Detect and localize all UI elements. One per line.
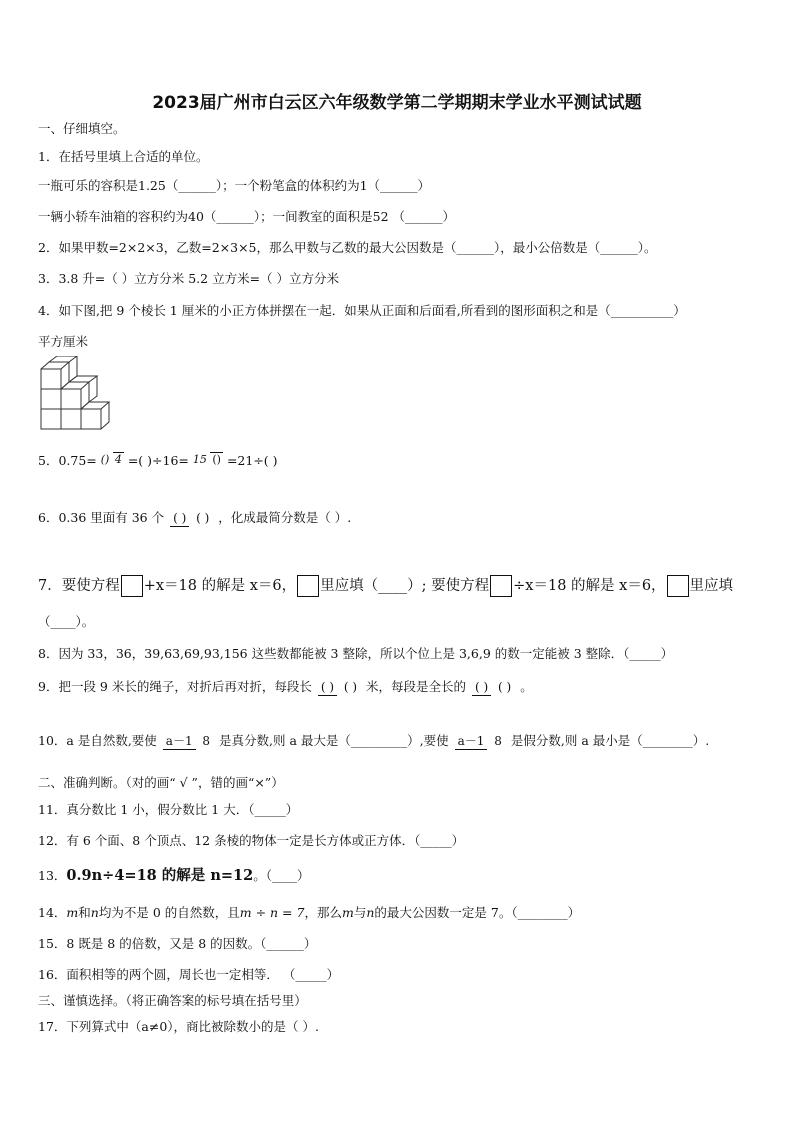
q7-blank-box-3 (490, 575, 512, 597)
q9-fraction-2 (472, 680, 514, 696)
q9-frac1-denominator: ( ) (343, 679, 358, 694)
q7-part-5: 里应填 (689, 578, 734, 594)
question-10 (38, 733, 709, 750)
q9-prefix: 9．把一段 9 米长的绳子，对折后再对折，每段长 (38, 679, 312, 694)
q7-part-2: +x＝18 的解是 x＝6， (143, 578, 297, 594)
question-6 (38, 510, 351, 527)
q5-frac2-mid: () (212, 453, 221, 466)
question-9 (38, 679, 533, 696)
q13-equation: 0.9n÷4=18 的解是 n=12 (66, 867, 254, 884)
question-7 (38, 575, 733, 597)
q5-part3: =21÷( ) (226, 453, 278, 468)
question-14 (38, 905, 580, 921)
question-7-continued: （____）。 (38, 614, 95, 629)
question-13 (38, 868, 309, 884)
q7-blank-box-1 (121, 575, 143, 597)
q13-suffix: 。（____） (253, 868, 310, 883)
section-2-heading: 二、准确判断。（对的画“ √ ”，错的画“×”） (38, 775, 284, 790)
section-3-heading: 三、谨慎选择。（将正确答案的标号填在括号里） (38, 993, 307, 1008)
q14-var-n-2: n (366, 905, 375, 920)
q14-part-5: 与 (353, 905, 367, 920)
q10-frac1-numerator: a－1 (163, 734, 196, 750)
question-4: 4．如下图,把 9 个棱长 1 厘米的小正方体拼摆在一起．如果从正面和后面看,所看到的图形面积之和是（__________） (38, 303, 686, 318)
q5-prefix: 5．0.75= (38, 453, 97, 468)
q7-blank-box-2 (297, 575, 319, 597)
q10-prefix: 10．a 是自然数,要使 (38, 733, 157, 748)
question-8: 8．因为 33，36，39,63,69,93,156 这些数都能被 3 整除，所以个位上是 3,6,9 的数一定能被 3 整除．（_____） (38, 646, 674, 661)
q6-fraction (170, 511, 212, 527)
q5-frac1-mid: 4 (114, 453, 122, 466)
q14-part-3: 均为不是 0 的自然数，且 (98, 905, 240, 920)
q5-frac1-top: () (100, 453, 110, 466)
q10-middle-2: 是假分数,则 a 最小是（________）. (510, 733, 710, 748)
q6-suffix: ，化成最简分数是（ ）. (218, 510, 352, 525)
q6-prefix: 6．0.36 里面有 36 个 (38, 510, 165, 525)
q7-blank-box-4 (667, 575, 689, 597)
q14-var-m: m (66, 905, 79, 920)
q7-part-1: 7．要使方程 (38, 578, 120, 594)
q10-middle-1: 是真分数,则 a 最大是（_________）,要使 (219, 733, 449, 748)
q14-part-4: ，那么 (304, 905, 342, 920)
question-1-line-b: 一辆小轿车油箱的容积约为40（______）；一间教室的面积是52 （______） (38, 209, 456, 224)
q5-fraction-2 (193, 452, 223, 469)
question-5 (38, 452, 278, 492)
question-17: 17．下列算式中（a≠0），商比被除数小的是（ ）. (38, 1019, 319, 1034)
q5-frac2-top: 15 (192, 453, 207, 466)
q10-frac2-denominator: 8 (494, 733, 502, 748)
q14-part-2: 和 (78, 905, 91, 920)
question-12: 12．有 6 个面、8 个顶点、12 条棱的物体一定是长方体或正方体．（_____） (38, 833, 465, 848)
section-1-heading: 一、仔细填空。 (38, 121, 126, 136)
q6-denominator: ( ) (196, 510, 210, 525)
q14-var-m-2: m (341, 905, 354, 920)
question-4-unit: 平方厘米 (38, 334, 89, 349)
question-16: 16．面积相等的两个圆，周长也一定相等． （_____） (38, 967, 340, 982)
q14-equation: m ÷ n = 7 (239, 905, 305, 920)
cube-stack-figure (40, 356, 116, 430)
question-1-stem: 1．在括号里填上合适的单位。 (38, 149, 209, 164)
q6-numerator: ( ) (170, 511, 189, 527)
q9-frac2-numerator: ( ) (472, 680, 491, 696)
q13-number: 13． (38, 868, 67, 883)
q14-part-1: 14． (38, 905, 67, 920)
q9-frac2-denominator: ( ) (498, 679, 512, 694)
q10-fraction-2 (455, 734, 505, 750)
question-3: 3．3.8 升=（ ）立方分米 5.2 立方米=（ ）立方分米 (38, 271, 340, 286)
q9-frac1-numerator: ( ) (318, 680, 337, 696)
q9-middle: 米，每段是全长的 (366, 679, 467, 694)
question-15: 15．8 既是 8 的倍数，又是 8 的因数。（______） (38, 936, 317, 951)
question-2: 2．如果甲数=2×2×3，乙数=2×3×5，那么甲数与乙数的最大公因数是（______），最小公倍数是（______）。 (38, 240, 657, 255)
q14-part-6: 的最大公因数一定是 7。（________） (374, 905, 581, 920)
q7-part-3: 里应填（____）; 要使方程 (320, 578, 490, 594)
q10-fraction-1 (163, 734, 213, 750)
page-title: 2023届广州市白云区六年级数学第二学期期末学业水平测试试题 (152, 93, 642, 113)
question-11: 11．真分数比 1 小，假分数比 1 大．（_____） (38, 802, 299, 817)
q7-part-4: ÷x＝18 的解是 x＝6， (513, 578, 666, 594)
q5-fraction-1 (101, 452, 124, 469)
q9-suffix: 。 (520, 679, 533, 694)
q10-frac2-numerator: a－1 (455, 734, 488, 750)
q9-fraction-1 (318, 680, 360, 696)
q10-frac1-denominator: 8 (202, 733, 211, 748)
q5-part2: =( )÷16= (127, 453, 189, 468)
q14-var-n: n (90, 905, 99, 920)
question-1-line-a: 一瓶可乐的容积是1.25（______）；一个粉笔盒的体积约为1（______） (38, 178, 431, 193)
